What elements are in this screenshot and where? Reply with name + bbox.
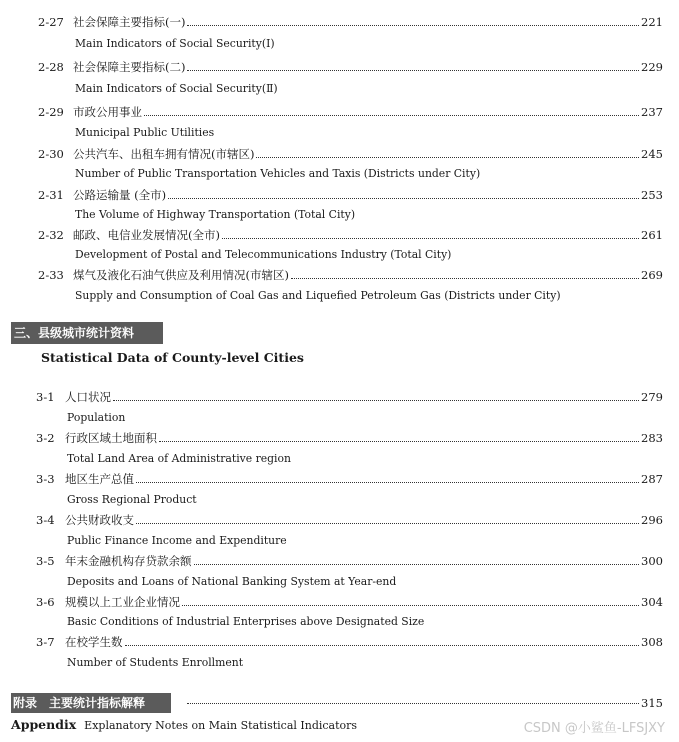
- entry-page-number: 279: [641, 390, 663, 404]
- entry-title-cn: 在校学生数: [65, 635, 123, 649]
- entry-page-number: 269: [641, 268, 663, 282]
- section-3-heading-en: Statistical Data of County-level Cities: [41, 350, 304, 365]
- entry-page-number: 287: [641, 472, 663, 486]
- entry-page-number: 283: [641, 431, 663, 445]
- entry-page-number: 300: [641, 554, 663, 568]
- entry-number: 2-33: [38, 268, 64, 282]
- entry-number: 3-4: [36, 513, 55, 527]
- entry-title-en: Development of Postal and Telecommunications Industry (Total City): [75, 248, 452, 261]
- entry-page-number: 253: [641, 188, 663, 202]
- dot-leader: [222, 238, 639, 239]
- entry-number: 3-5: [36, 554, 55, 568]
- entry-number: 2-27: [38, 15, 64, 29]
- entry-title-en: Total Land Area of Administrative region: [67, 452, 291, 465]
- entry-number: 3-7: [36, 635, 55, 649]
- entry-title-en: Municipal Public Utilities: [75, 126, 215, 139]
- entry-title-cn: 市政公用事业: [73, 105, 142, 119]
- entry-number: 2-29: [38, 105, 64, 119]
- entry-title-cn: 社会保障主要指标(二): [73, 60, 186, 74]
- toc-entry[interactable]: [36, 388, 663, 406]
- dot-leader: [125, 645, 640, 646]
- entry-title-cn: 规模以上工业企业情况: [65, 595, 180, 609]
- entry-title-cn: 公共汽车、出租车拥有情况(市辖区): [73, 147, 255, 161]
- dot-leader: [182, 605, 639, 606]
- appendix-entry[interactable]: [11, 693, 663, 713]
- entry-page-number: 237: [641, 105, 663, 119]
- entry-page-number: 245: [641, 147, 663, 161]
- entry-title-en: The Volume of Highway Transportation (Total City): [75, 208, 356, 221]
- entry-title-en: Population: [67, 411, 126, 424]
- entry-title-en: Number of Public Transportation Vehicles and Taxis (Districts under City): [75, 167, 481, 180]
- entry-title-cn: 邮政、电信业发展情况(全市): [73, 228, 220, 242]
- entry-page-number: 229: [641, 60, 663, 74]
- entry-number: 3-3: [36, 472, 55, 486]
- appendix-page-number: 315: [641, 696, 663, 710]
- entry-title-en: Basic Conditions of Industrial Enterprises above Designated Size: [67, 615, 425, 628]
- dot-leader: [136, 482, 639, 483]
- dot-leader: [187, 703, 639, 704]
- entry-title-en: Supply and Consumption of Coal Gas and Liquefied Petroleum Gas (Districts under City): [75, 289, 561, 302]
- entry-title-en: Deposits and Loans of National Banking System at Year-end: [67, 575, 397, 588]
- entry-title-cn: 公共财政收支: [65, 513, 134, 527]
- toc-entry[interactable]: [38, 103, 663, 121]
- entry-title-cn: 地区生产总值: [65, 472, 134, 486]
- entry-page-number: 221: [641, 15, 663, 29]
- entry-title-cn: 社会保障主要指标(一): [73, 15, 186, 29]
- entry-number: 2-28: [38, 60, 64, 74]
- entry-title-cn: 行政区域土地面积: [65, 431, 157, 445]
- entry-title-en: Gross Regional Product: [67, 493, 197, 506]
- entry-title-en: Number of Students Enrollment: [67, 656, 244, 669]
- toc-entry[interactable]: [36, 633, 663, 651]
- entry-title-en: Public Finance Income and Expenditure: [67, 534, 287, 547]
- entry-title-cn: 公路运输量 (全市): [73, 188, 167, 202]
- dot-leader: [144, 115, 639, 116]
- entry-number: 3-1: [36, 390, 55, 404]
- entry-number: 3-6: [36, 595, 55, 609]
- entry-title-cn: 年末金融机构存贷款余额: [65, 554, 192, 568]
- entry-title-cn: 人口状况: [65, 390, 111, 404]
- dot-leader: [256, 157, 639, 158]
- entry-title-en: Main Indicators of Social Security(Ⅰ): [75, 37, 275, 50]
- toc-entry[interactable]: [38, 145, 663, 163]
- entry-title-cn: 煤气及液化石油气供应及利用情况(市辖区): [73, 268, 289, 282]
- appendix-en-word: Appendix: [11, 717, 77, 732]
- entry-page-number: 304: [641, 595, 663, 609]
- toc-entry[interactable]: [38, 58, 663, 76]
- dot-leader: [168, 198, 639, 199]
- entry-number: 2-31: [38, 188, 64, 202]
- entry-title-en: Main Indicators of Social Security(Ⅱ): [75, 82, 278, 95]
- toc-entry[interactable]: [36, 470, 663, 488]
- toc-entry[interactable]: [38, 13, 663, 31]
- entry-number: 2-32: [38, 228, 64, 242]
- dot-leader: [113, 400, 639, 401]
- watermark-text: CSDN @小鲨鱼-LFSJXY: [523, 721, 665, 736]
- toc-entry[interactable]: [36, 593, 663, 611]
- appendix-en-rest: Explanatory Notes on Main Statistical Indicators: [84, 719, 358, 732]
- dot-leader: [187, 70, 639, 71]
- entry-page-number: 261: [641, 228, 663, 242]
- section-3-heading-cn[interactable]: 三、县级城市统计资料: [11, 322, 163, 344]
- entry-number: 3-2: [36, 431, 55, 445]
- dot-leader: [194, 564, 640, 565]
- toc-entry[interactable]: [36, 552, 663, 570]
- dot-leader: [136, 523, 639, 524]
- toc-entry[interactable]: [36, 429, 663, 447]
- entry-number: 2-30: [38, 147, 64, 161]
- appendix-heading-cn: 附录 主要统计指标解释: [11, 693, 171, 713]
- toc-entry[interactable]: [36, 511, 663, 529]
- dot-leader: [291, 278, 639, 279]
- dot-leader: [187, 25, 639, 26]
- entry-page-number: 296: [641, 513, 663, 527]
- appendix-heading-en: [11, 716, 357, 735]
- toc-entry[interactable]: [38, 226, 663, 244]
- entry-page-number: 308: [641, 635, 663, 649]
- dot-leader: [159, 441, 639, 442]
- toc-entry[interactable]: [38, 186, 663, 204]
- toc-entry[interactable]: [38, 266, 663, 284]
